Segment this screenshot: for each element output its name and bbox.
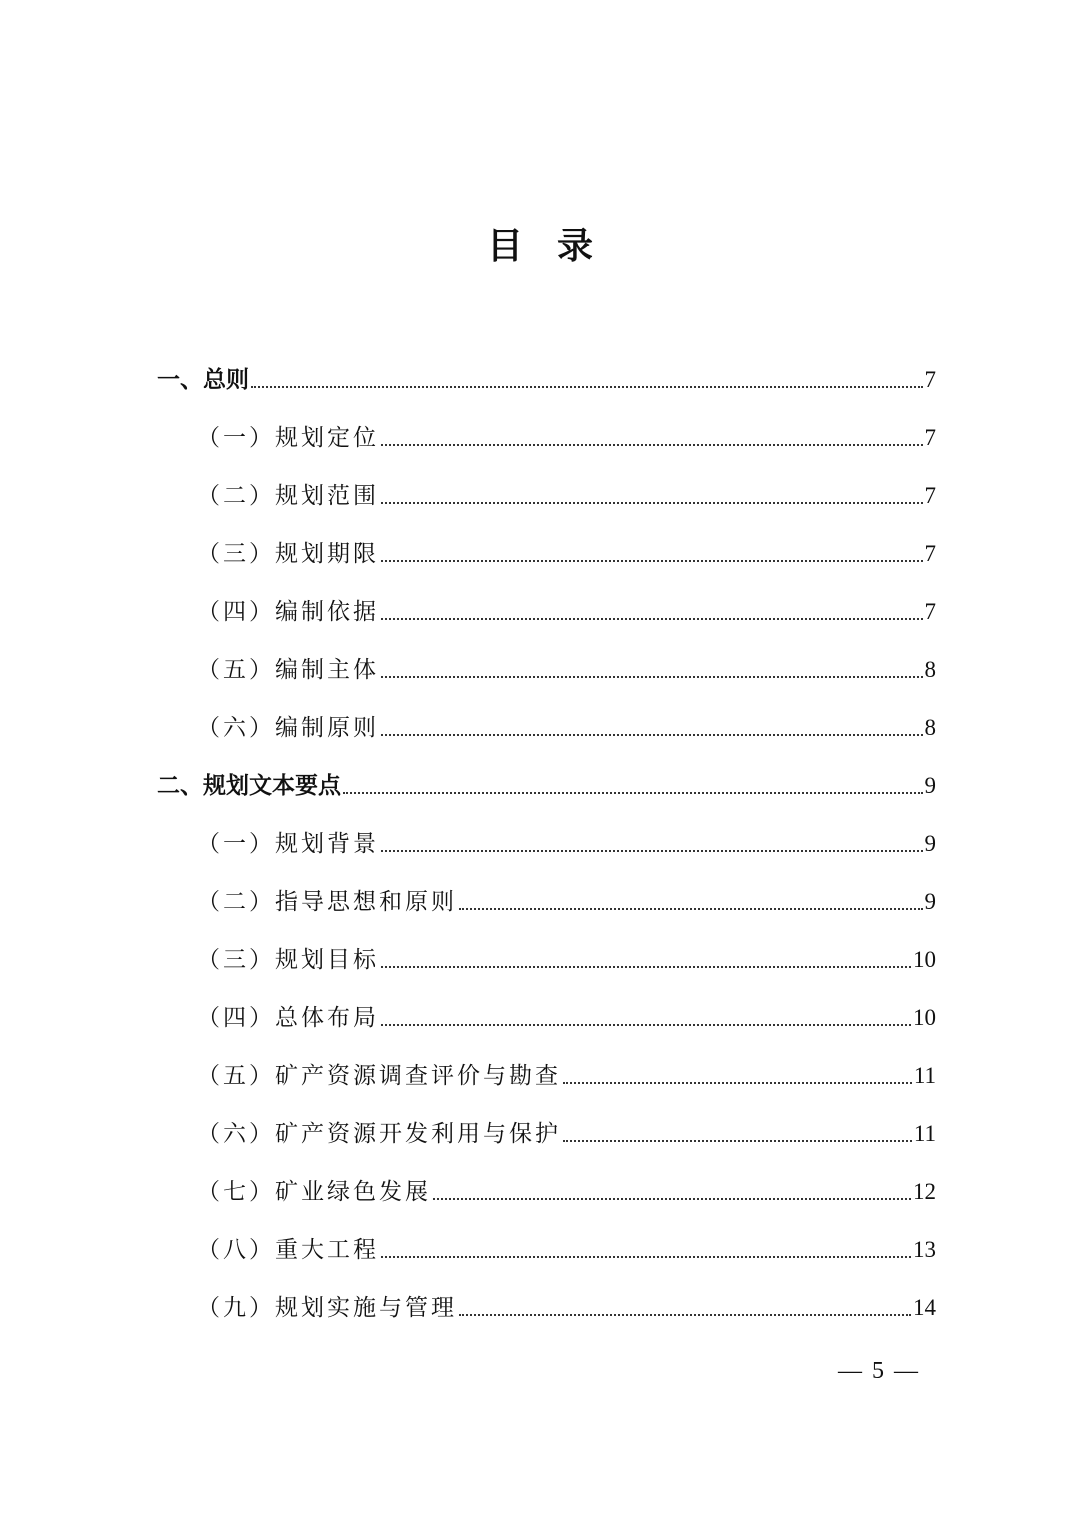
toc-entry-page: 13 bbox=[913, 1237, 936, 1262]
toc-entry-label: （五）矿产资源调查评价与勘查 bbox=[197, 1063, 561, 1089]
toc-entry-page: 8 bbox=[924, 715, 936, 740]
toc-subsection[interactable] bbox=[157, 512, 936, 570]
toc-subsection[interactable] bbox=[157, 628, 936, 686]
toc-entry-label: （五）编制主体 bbox=[197, 657, 379, 683]
toc-entry-page: 8 bbox=[924, 657, 936, 682]
toc-entry-label: （三）规划目标 bbox=[197, 947, 379, 973]
toc-entry-label: （一）规划背景 bbox=[197, 831, 379, 857]
toc-entry-page: 10 bbox=[913, 947, 936, 972]
toc-entry-page: 7 bbox=[924, 425, 936, 450]
dot-leader bbox=[381, 618, 923, 620]
toc-subsection[interactable] bbox=[157, 686, 936, 744]
toc-section[interactable] bbox=[157, 744, 936, 802]
toc-entry-label: （二）指导思想和原则 bbox=[197, 889, 457, 915]
toc-subsection[interactable] bbox=[157, 976, 936, 1034]
toc-entry-page: 9 bbox=[924, 889, 936, 914]
toc-entry-label: （二）规划范围 bbox=[197, 483, 379, 509]
dot-leader bbox=[381, 1024, 911, 1026]
toc-subsection[interactable] bbox=[157, 396, 936, 454]
dot-leader bbox=[459, 908, 923, 910]
dot-leader bbox=[381, 502, 923, 504]
toc-subsection[interactable] bbox=[157, 1092, 936, 1150]
toc-entry-page: 10 bbox=[913, 1005, 936, 1030]
toc-entry-label: （八）重大工程 bbox=[197, 1237, 379, 1263]
toc-section[interactable] bbox=[157, 338, 936, 396]
toc-entry-label: （九）规划实施与管理 bbox=[197, 1295, 457, 1321]
toc-entry-label: （六）矿产资源开发利用与保护 bbox=[197, 1121, 561, 1147]
toc-subsection[interactable] bbox=[157, 918, 936, 976]
table-of-contents bbox=[157, 338, 936, 1324]
toc-entry-page: 7 bbox=[924, 541, 936, 566]
toc-entry-label: （四）编制依据 bbox=[197, 599, 379, 625]
toc-subsection[interactable] bbox=[157, 1034, 936, 1092]
toc-subsection[interactable] bbox=[157, 454, 936, 512]
dot-leader bbox=[381, 444, 923, 446]
dot-leader bbox=[563, 1082, 912, 1084]
toc-entry-page: 9 bbox=[924, 831, 936, 856]
dot-leader bbox=[381, 850, 923, 852]
dot-leader bbox=[381, 734, 923, 736]
dot-leader bbox=[343, 792, 923, 794]
toc-entry-page: 11 bbox=[913, 1063, 936, 1088]
toc-entry-page: 14 bbox=[913, 1295, 936, 1320]
toc-subsection[interactable] bbox=[157, 860, 936, 918]
dot-leader bbox=[381, 676, 923, 678]
toc-entry-label: （三）规划期限 bbox=[197, 541, 379, 567]
toc-entry-label: （六）编制原则 bbox=[197, 715, 379, 741]
toc-subsection[interactable] bbox=[157, 1150, 936, 1208]
toc-entry-page: 12 bbox=[913, 1179, 936, 1204]
dot-leader bbox=[433, 1198, 911, 1200]
page-number: — 5 — bbox=[838, 1358, 920, 1384]
toc-entry-label: （七）矿业绿色发展 bbox=[197, 1179, 431, 1205]
toc-entry-label: 一、总则 bbox=[157, 367, 249, 393]
toc-entry-page: 7 bbox=[924, 483, 936, 508]
dot-leader bbox=[381, 966, 911, 968]
toc-subsection[interactable] bbox=[157, 802, 936, 860]
dot-leader bbox=[381, 560, 923, 562]
page-title: 目录 bbox=[486, 226, 627, 267]
dot-leader bbox=[459, 1314, 911, 1316]
dot-leader bbox=[251, 386, 923, 388]
toc-subsection[interactable] bbox=[157, 1266, 936, 1324]
dot-leader bbox=[563, 1140, 912, 1142]
toc-entry-label: 二、规划文本要点 bbox=[157, 773, 341, 799]
dot-leader bbox=[381, 1256, 911, 1258]
toc-entry-label: （一）规划定位 bbox=[197, 425, 379, 451]
toc-subsection[interactable] bbox=[157, 1208, 936, 1266]
toc-entry-page: 9 bbox=[924, 773, 936, 798]
toc-entry-page: 7 bbox=[924, 599, 936, 624]
toc-subsection[interactable] bbox=[157, 570, 936, 628]
toc-entry-page: 11 bbox=[913, 1121, 936, 1146]
toc-entry-page: 7 bbox=[924, 367, 936, 392]
toc-entry-label: （四）总体布局 bbox=[197, 1005, 379, 1031]
